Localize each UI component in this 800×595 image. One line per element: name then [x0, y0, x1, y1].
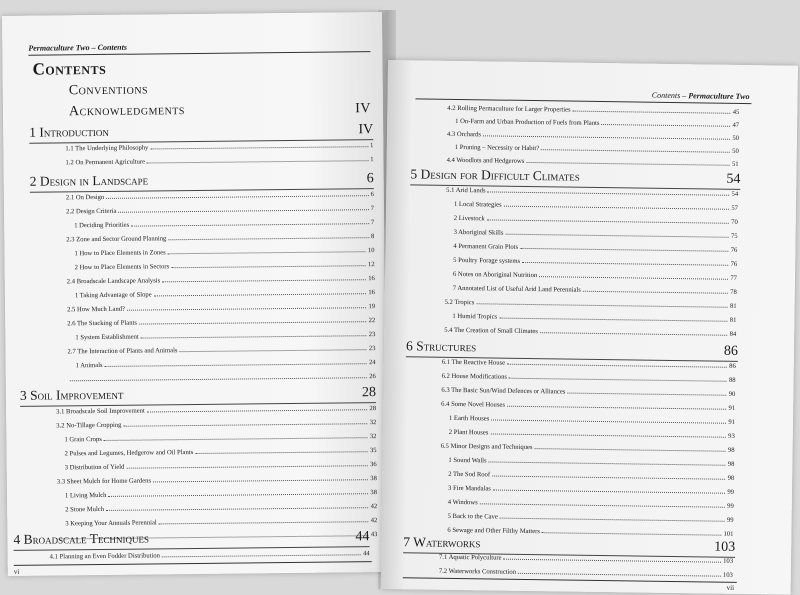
toc-entry[interactable]: 2 Livestock 70 — [453, 214, 738, 226]
toc-entry[interactable]: 3.3 Sheet Mulch for Home Gardens 38 — [56, 475, 377, 486]
toc-entry[interactable]: 26 — [68, 373, 376, 383]
toc-entry[interactable]: 1 Pruning – Necessity or Habit? 50 — [454, 143, 739, 155]
toc-entry[interactable]: 2 How to Place Elements in Sectors 12 — [74, 261, 375, 272]
chapter-heading[interactable]: 2 Design in Landscape 6 — [30, 170, 374, 193]
running-head: Contents – Permaculture Two — [651, 90, 750, 102]
toc-entry[interactable]: 2 Stone Mulch 42 — [65, 503, 378, 514]
front-entry-acknowledgments[interactable]: Acknowledgments IV — [68, 101, 372, 120]
toc-entry[interactable]: 43 — [57, 531, 377, 541]
toc-entry[interactable]: 7.2 Waterworks Construction 103 — [438, 567, 733, 579]
toc-entry[interactable]: 1 Earth Houses 91 — [448, 414, 736, 426]
toc-entry[interactable]: 1 System Establishment 23 — [75, 331, 376, 342]
footer-rule — [14, 561, 372, 566]
toc-entry[interactable]: 5.1 Arid Lands 54 — [446, 186, 739, 198]
page-number: vii — [726, 583, 735, 592]
toc-entry[interactable]: 5.2 Tropics 81 — [444, 298, 737, 310]
contents-title: Contents — [32, 58, 107, 79]
toc-entry[interactable]: 2.2 Design Criteria 7 — [66, 205, 375, 216]
toc-entry[interactable]: 1 On-Farm and Urban Production of Fuels from Plants 47 — [455, 117, 740, 129]
toc-entry[interactable]: 5 Back to the Cave 99 — [447, 512, 734, 524]
toc-entry[interactable]: 1 Taking Advantage of Slope 16 — [74, 289, 375, 300]
toc-entry[interactable]: 2.5 How Much Land? 19 — [67, 303, 376, 314]
toc-entry[interactable]: 2 The Sod Roof 98 — [448, 470, 735, 482]
toc-entry[interactable]: 6 Notes on Aboriginal Nutrition 77 — [452, 270, 738, 282]
toc-entry[interactable]: 2.6 The Stacking of Plants 22 — [67, 317, 376, 328]
toc-entry[interactable]: 4 Permanent Grain Plots 76 — [453, 242, 738, 254]
toc-entry[interactable]: 1 Animals 24 — [75, 359, 376, 370]
toc-entry[interactable]: 2.3 Zone and Sector Ground Planning 8 — [66, 233, 375, 244]
toc-entry[interactable]: 4 Windows 99 — [447, 498, 734, 510]
toc-entry[interactable]: 2.7 The Interaction of Plants and Animals 23 — [67, 345, 376, 356]
left-page — [2, 12, 388, 576]
front-entry-conventions[interactable]: Conventions — [68, 82, 149, 99]
toc-entry[interactable]: 2 Plant Houses 93 — [448, 428, 735, 440]
toc-entry[interactable]: 7 Annotated List of Useful Arid Land Perennials 78 — [452, 284, 737, 296]
chapter-heading[interactable]: 7 Waterworks 103 — [403, 534, 735, 558]
toc-entry[interactable]: 1 How to Place Elements in Zones 10 — [74, 247, 375, 258]
toc-entry[interactable]: 7.1 Aquatic Polyculture 103 — [439, 553, 734, 565]
toc-entry[interactable]: 1 Grain Crops 32 — [64, 433, 377, 444]
toc-entry[interactable]: 1 Humid Tropics 81 — [452, 312, 737, 324]
toc-entry[interactable]: 2.4 Broadscale Landscape Analysis 16 — [66, 275, 375, 286]
toc-entry[interactable]: 6 Sewage and Other Filthy Matters 101 — [447, 526, 734, 538]
chapter-heading[interactable]: 4 Broadscale Techniques 44 — [13, 528, 369, 551]
toc-entry[interactable]: 1.1 The Underlying Philosophy 1 — [65, 142, 374, 153]
chapter-heading[interactable]: 6 Structures 86 — [406, 338, 738, 362]
chapter-heading[interactable]: 1 Introduction IV — [29, 121, 373, 144]
toc-entry[interactable]: 6.2 House Modifications 88 — [441, 372, 736, 384]
toc-entry[interactable]: 1 Local Strategies 57 — [453, 200, 739, 212]
toc-entry[interactable]: 6.4 Some Novel Houses 91 — [441, 400, 736, 412]
toc-entry[interactable]: 5.4 The Creation of Small Climates 84 — [444, 326, 737, 338]
toc-entry[interactable]: 6.5 Minor Designs and Techniques 98 — [440, 442, 735, 454]
right-page — [381, 60, 798, 595]
toc-entry[interactable]: 3 Keeping Your Annuals Perennial 42 — [65, 517, 378, 528]
toc-entry[interactable]: 3 Fire Mandalas 99 — [447, 484, 735, 496]
toc-entry[interactable]: 1 Living Mulch 38 — [64, 489, 378, 500]
toc-entry[interactable]: 3 Aboriginal Skills 75 — [453, 228, 738, 240]
toc-entry[interactable]: 4.4 Woodlots and Hedgerows 51 — [446, 156, 739, 168]
toc-entry[interactable]: 1 Sound Walls 98 — [448, 456, 735, 468]
toc-entry[interactable]: 5 Poultry Forage systems 76 — [453, 256, 738, 268]
running-head: Permaculture Two – Contents — [28, 42, 127, 53]
chapter-heading[interactable]: 3 Soil Improvement 28 — [20, 384, 376, 407]
toc-entry[interactable]: 3.2 No-Tillage Cropping 32 — [56, 419, 377, 430]
toc-entry[interactable]: 2 Pulses and Legumes, Hedgerow and Oil Plants 35 — [64, 447, 377, 458]
toc-entry[interactable]: 4.3 Orchards 50 — [446, 130, 739, 142]
toc-entry[interactable]: 2.1 On Design 6 — [65, 191, 374, 202]
toc-entry[interactable]: 3.1 Broadscale Soil Improvement 28 — [56, 405, 377, 416]
toc-entry[interactable]: 4.2 Rolling Permaculture for Larger Properties 45 — [447, 104, 740, 116]
toc-entry[interactable]: 1.2 On Permanent Agriculture 1 — [65, 156, 374, 167]
toc-entry[interactable]: 6.3 The Basic Sun/Wind Defences or Alliances 90 — [441, 386, 736, 398]
toc-entry[interactable]: 4.1 Planning an Even Fodder Distribution 44 — [49, 550, 370, 561]
toc-entry[interactable]: 3 Distribution of Yield 36 — [64, 461, 377, 472]
page-number: vi — [13, 567, 20, 576]
chapter-heading[interactable]: 5 Design for Difficult Climates 54 — [410, 166, 740, 190]
toc-entry[interactable]: 1 Deciding Priorities 7 — [74, 219, 375, 230]
toc-entry[interactable]: 6.1 The Reactive House 86 — [441, 358, 736, 370]
